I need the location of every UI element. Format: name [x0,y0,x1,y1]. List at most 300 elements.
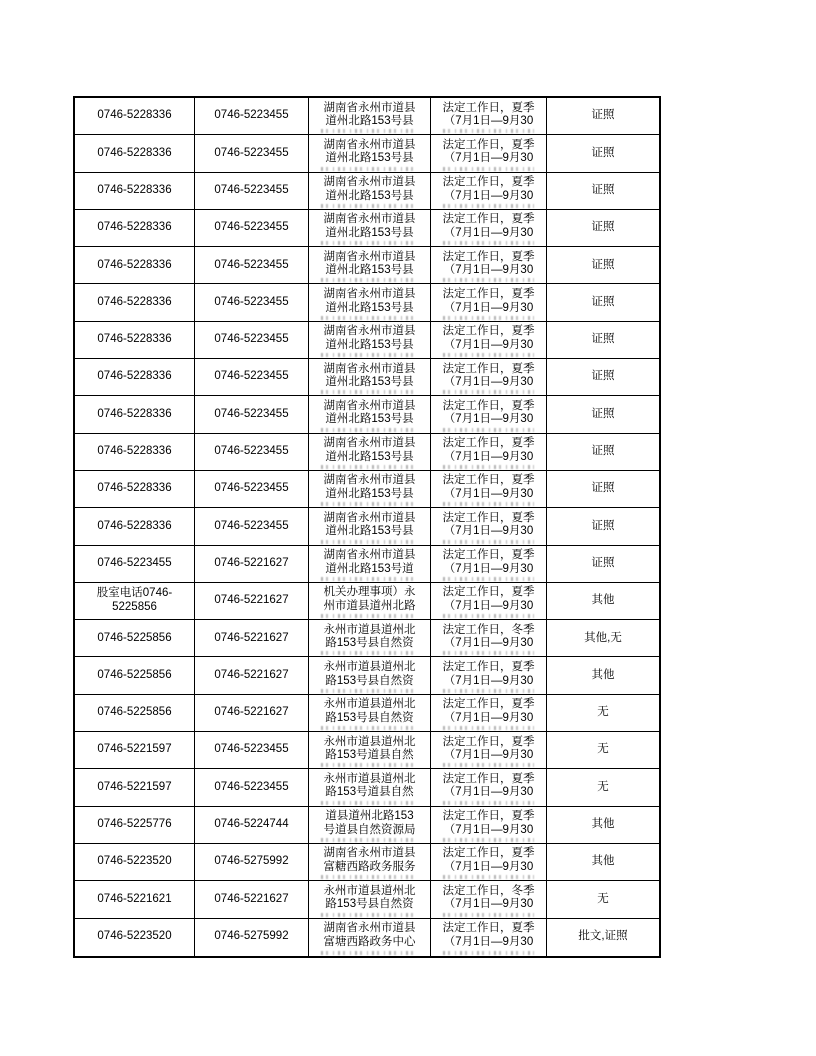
cell-result-category [547,807,659,843]
cell-phone-secondary [195,919,309,956]
cell-result-category-text: 批文,证照 [578,930,628,943]
table-row [75,359,659,396]
clipped-text-line [321,204,418,208]
cell-phone-secondary-text: 0746-5223455 [214,146,289,159]
cell-result-category-text: 其他 [591,668,615,681]
cell-phone-secondary [195,135,309,171]
clipped-text-line [443,167,534,171]
cell-result-category-text: 证照 [591,519,615,532]
clipped-text-line [443,465,534,469]
cell-result-category [547,434,659,470]
cell-phone-secondary-text: 0746-5275992 [214,930,289,943]
cell-phone-primary [75,508,195,544]
clipped-text-line [321,614,418,618]
cell-address [309,210,431,246]
cell-phone-primary-text: 0746-5228336 [97,295,172,308]
cell-office-hours [431,583,547,619]
cell-office-hours [431,247,547,283]
cell-phone-secondary-text: 0746-5223455 [214,370,289,383]
cell-phone-secondary [195,546,309,582]
clipped-text-line [321,913,418,917]
cell-address-line: 富塘西路政务中心 [323,935,416,948]
cell-result-category [547,284,659,320]
clipped-text-line [321,801,418,805]
cell-phone-primary-text: 0746-5223520 [97,855,172,868]
cell-office-hours [431,769,547,805]
clipped-text-line [443,353,534,357]
clipped-text-line [321,129,418,133]
cell-office-hours [431,695,547,731]
cell-office-hours [431,396,547,432]
cell-phone-primary-text: 股室电话0746-5225856 [96,587,173,613]
cell-phone-primary [75,322,195,358]
contact-table [73,96,661,958]
cell-phone-primary [75,844,195,880]
cell-address [309,434,431,470]
cell-phone-primary [75,769,195,805]
cell-phone-secondary [195,322,309,358]
cell-address-line: 湖南省永州市道县 [323,474,416,487]
cell-phone-secondary-text: 0746-5223455 [214,295,289,308]
cell-phone-secondary [195,732,309,768]
cell-phone-primary-text: 0746-5228336 [97,370,172,383]
cell-phone-primary [75,210,195,246]
cell-office-hours-line: （7月1日—9月30 [443,599,534,612]
cell-address [309,508,431,544]
table-row [75,732,659,769]
cell-address-line: 湖南省永州市道县 [323,362,416,375]
cell-result-category-text: 其他 [591,594,615,607]
cell-address-line: 路153号道县自然 [325,786,414,799]
cell-office-hours-line: （7月1日—9月30 [443,749,534,762]
cell-address-line: 永州市道县道州北 [323,698,416,711]
clipped-text-line [443,689,534,693]
cell-office-hours-line: （7月1日—9月30 [443,152,534,165]
cell-address-line: 路153号道县自然 [325,749,414,762]
cell-phone-primary [75,732,195,768]
clipped-text-line [321,875,418,879]
cell-phone-secondary-text: 0746-5223455 [214,519,289,532]
cell-office-hours-line: 法定工作日，夏季 [442,325,535,338]
table-row [75,210,659,247]
cell-address-line: 道州北路153号县 [325,264,414,277]
cell-result-category-text: 证照 [591,295,615,308]
cell-phone-primary-text: 0746-5225776 [97,817,172,830]
cell-phone-primary [75,396,195,432]
cell-address [309,247,431,283]
clipped-text-line [443,763,534,767]
cell-address [309,769,431,805]
cell-office-hours [431,881,547,917]
clipped-text-line [321,689,418,693]
cell-office-hours-line: （7月1日—9月30 [443,189,534,202]
cell-address [309,359,431,395]
cell-office-hours-line: 法定工作日，夏季 [442,772,535,785]
cell-phone-primary-text: 0746-5228336 [97,258,172,271]
cell-address-line: 湖南省永州市道县 [323,213,416,226]
clipped-text-line [443,875,534,879]
cell-office-hours [431,471,547,507]
cell-phone-primary-text: 0746-5223455 [97,556,172,569]
cell-address [309,322,431,358]
cell-result-category-text: 证照 [591,370,615,383]
clipped-text-line [321,316,418,320]
cell-phone-secondary [195,359,309,395]
cell-address-line: 湖南省永州市道县 [323,176,416,189]
cell-address-line: 湖南省永州市道县 [323,325,416,338]
cell-result-category [547,695,659,731]
cell-phone-primary [75,583,195,619]
cell-phone-primary [75,881,195,917]
cell-result-category-text: 证照 [591,258,615,271]
cell-address [309,135,431,171]
cell-phone-primary [75,434,195,470]
cell-phone-secondary [195,210,309,246]
cell-office-hours-line: （7月1日—9月30 [443,637,534,650]
cell-phone-secondary [195,807,309,843]
cell-result-category [547,359,659,395]
cell-phone-primary [75,546,195,582]
cell-address [309,807,431,843]
cell-result-category [547,844,659,880]
cell-result-category [547,471,659,507]
cell-office-hours-line: 法定工作日，夏季 [442,922,535,935]
clipped-text-line [443,428,534,432]
cell-address [309,657,431,693]
cell-result-category-text: 证照 [591,221,615,234]
table-row [75,284,659,321]
cell-office-hours-line: （7月1日—9月30 [443,301,534,314]
cell-address [309,919,431,956]
cell-phone-primary [75,359,195,395]
cell-office-hours [431,135,547,171]
cell-result-category [547,620,659,656]
cell-address [309,98,431,134]
cell-result-category-text: 无 [597,780,609,793]
cell-office-hours-line: （7月1日—9月30 [443,823,534,836]
cell-phone-primary-text: 0746-5225856 [97,706,172,719]
cell-address-line: 路153号县自然资 [325,898,414,911]
clipped-text-line [443,241,534,245]
cell-phone-primary-text: 0746-5225856 [97,668,172,681]
cell-office-hours-line: （7月1日—9月30 [443,711,534,724]
cell-phone-primary-text: 0746-5228336 [97,109,172,122]
cell-phone-primary-text: 0746-5221621 [97,892,172,905]
cell-phone-secondary [195,98,309,134]
cell-phone-secondary [195,620,309,656]
cell-result-category [547,583,659,619]
cell-phone-secondary-text: 0746-5223455 [214,109,289,122]
cell-phone-primary [75,98,195,134]
cell-phone-secondary [195,881,309,917]
cell-address-line: 道县道州北路153 [325,810,414,823]
cell-office-hours-line: （7月1日—9月30 [443,413,534,426]
clipped-text-line [321,951,418,955]
cell-address-line: 富糖西路政务服务 [323,861,416,874]
cell-result-category [547,98,659,134]
cell-address-line: 道州北路153号县 [325,301,414,314]
clipped-text-line [321,167,418,171]
cell-address [309,844,431,880]
cell-phone-primary [75,807,195,843]
cell-address-line: 永州市道县道州北 [323,660,416,673]
cell-address-line: 道州北路153号县 [325,376,414,389]
cell-phone-secondary [195,173,309,209]
cell-address-line: 永州市道县道州北 [323,735,416,748]
cell-phone-primary [75,620,195,656]
cell-phone-secondary [195,396,309,432]
clipped-text-line [443,726,534,730]
clipped-text-line [443,577,534,581]
cell-office-hours-line: 法定工作日，夏季 [442,810,535,823]
cell-office-hours [431,210,547,246]
cell-phone-secondary-text: 0746-5223455 [214,333,289,346]
table-row [75,919,659,956]
cell-phone-secondary-text: 0746-5223455 [214,221,289,234]
cell-address [309,471,431,507]
cell-address [309,583,431,619]
clipped-text-line [321,651,418,655]
cell-result-category-text: 证照 [591,146,615,159]
cell-phone-secondary-text: 0746-5223455 [214,407,289,420]
cell-office-hours-line: 法定工作日，夏季 [442,549,535,562]
cell-address-line: 湖南省永州市道县 [323,437,416,450]
cell-result-category [547,732,659,768]
cell-office-hours [431,359,547,395]
cell-address [309,173,431,209]
cell-office-hours-line: （7月1日—9月30 [443,226,534,239]
cell-office-hours [431,919,547,956]
cell-office-hours-line: 法定工作日，冬季 [442,884,535,897]
cell-phone-primary [75,173,195,209]
clipped-text-line [443,614,534,618]
cell-result-category-text: 证照 [591,407,615,420]
cell-phone-primary-text: 0746-5228336 [97,221,172,234]
cell-address-line: 路153号县自然资 [325,637,414,650]
cell-phone-secondary [195,769,309,805]
cell-office-hours-line: 法定工作日，夏季 [442,250,535,263]
cell-result-category [547,396,659,432]
cell-address-line: 湖南省永州市道县 [323,549,416,562]
cell-office-hours-line: 法定工作日，夏季 [442,847,535,860]
cell-office-hours-line: （7月1日—9月30 [443,898,534,911]
clipped-text-line [443,913,534,917]
cell-office-hours-line: 法定工作日，夏季 [442,586,535,599]
clipped-text-line [443,502,534,506]
cell-phone-secondary [195,284,309,320]
cell-office-hours-line: 法定工作日，夏季 [442,511,535,524]
table-row [75,807,659,844]
cell-address [309,396,431,432]
cell-office-hours [431,284,547,320]
cell-address-line: 道州北路153号县 [325,189,414,202]
cell-phone-primary [75,471,195,507]
cell-result-category [547,881,659,917]
cell-office-hours [431,657,547,693]
cell-result-category [547,210,659,246]
cell-office-hours-line: （7月1日—9月30 [443,488,534,501]
cell-address-line: 道州北路153号县 [325,226,414,239]
clipped-text-line [321,390,418,394]
cell-phone-secondary-text: 0746-5223455 [214,482,289,495]
cell-phone-secondary [195,695,309,731]
clipped-text-line [443,540,534,544]
cell-phone-primary [75,919,195,956]
cell-office-hours-line: 法定工作日，夏季 [442,101,535,114]
clipped-text-line [321,465,418,469]
cell-result-category [547,657,659,693]
clipped-text-line [321,502,418,506]
cell-office-hours-line: 法定工作日，夏季 [442,287,535,300]
cell-office-hours-line: 法定工作日，夏季 [442,437,535,450]
cell-address-line: 道州北路153号县 [325,115,414,128]
cell-address-line: 湖南省永州市道县 [323,399,416,412]
cell-phone-secondary-text: 0746-5223455 [214,183,289,196]
cell-result-category-text: 其他,无 [584,631,622,644]
clipped-text-line [321,353,418,357]
cell-result-category-text: 无 [597,743,609,756]
cell-office-hours-line: 法定工作日，夏季 [442,660,535,673]
cell-office-hours-line: （7月1日—9月30 [443,786,534,799]
table-row [75,173,659,210]
table-row [75,620,659,657]
cell-phone-secondary-text: 0746-5221627 [214,706,289,719]
cell-phone-primary-text: 0746-5225856 [97,631,172,644]
cell-office-hours [431,322,547,358]
cell-office-hours-line: 法定工作日，夏季 [442,735,535,748]
cell-address-line: 道州北路153号县 [325,152,414,165]
cell-address [309,732,431,768]
cell-result-category-text: 证照 [591,109,615,122]
cell-office-hours [431,546,547,582]
clipped-text-line [321,278,418,282]
table-row [75,657,659,694]
cell-result-category [547,322,659,358]
clipped-text-line [443,278,534,282]
cell-phone-primary [75,695,195,731]
cell-office-hours-line: （7月1日—9月30 [443,861,534,874]
cell-result-category-text: 证照 [591,183,615,196]
cell-phone-primary-text: 0746-5228336 [97,519,172,532]
cell-phone-secondary [195,657,309,693]
cell-phone-secondary [195,434,309,470]
cell-office-hours [431,807,547,843]
clipped-text-line [321,726,418,730]
cell-office-hours-line: 法定工作日，夏季 [442,138,535,151]
cell-phone-secondary [195,471,309,507]
clipped-text-line [443,801,534,805]
cell-phone-secondary-text: 0746-5223455 [214,258,289,271]
cell-phone-secondary-text: 0746-5221627 [214,892,289,905]
cell-phone-secondary [195,583,309,619]
cell-result-category [547,508,659,544]
cell-result-category [547,769,659,805]
cell-phone-primary [75,135,195,171]
cell-phone-primary-text: 0746-5221597 [97,780,172,793]
cell-phone-secondary-text: 0746-5221627 [214,668,289,681]
table-row [75,881,659,918]
cell-result-category-text: 无 [597,706,609,719]
cell-office-hours [431,98,547,134]
clipped-text-line [443,390,534,394]
table-row [75,247,659,284]
cell-address-line: 号道县自然资源局 [323,823,416,836]
cell-address-line: 湖南省永州市道县 [323,287,416,300]
cell-address-line: 湖南省永州市道县 [323,922,416,935]
table-row [75,695,659,732]
cell-office-hours-line: （7月1日—9月30 [443,115,534,128]
cell-result-category-text: 无 [597,892,609,905]
cell-phone-primary-text: 0746-5228336 [97,445,172,458]
clipped-text-line [321,577,418,581]
cell-office-hours-line: 法定工作日，冬季 [442,623,535,636]
cell-phone-primary [75,247,195,283]
cell-address-line: 州市道县道州北路 [323,599,416,612]
table-row [75,844,659,881]
cell-office-hours-line: （7月1日—9月30 [443,674,534,687]
cell-address-line: 湖南省永州市道县 [323,250,416,263]
cell-result-category-text: 证照 [591,445,615,458]
cell-office-hours-line: （7月1日—9月30 [443,562,534,575]
clipped-text-line [443,951,534,955]
cell-office-hours-line: 法定工作日，夏季 [442,698,535,711]
cell-office-hours-line: 法定工作日，夏季 [442,176,535,189]
cell-address [309,695,431,731]
cell-phone-secondary-text: 0746-5223455 [214,445,289,458]
cell-phone-secondary [195,247,309,283]
cell-phone-primary-text: 0746-5228336 [97,482,172,495]
cell-address [309,620,431,656]
cell-office-hours-line: （7月1日—9月30 [443,338,534,351]
cell-office-hours-line: （7月1日—9月30 [443,525,534,538]
clipped-text-line [321,763,418,767]
cell-result-category-text: 证照 [591,482,615,495]
cell-address [309,546,431,582]
table-row [75,396,659,433]
cell-office-hours [431,844,547,880]
table-row [75,546,659,583]
cell-address-line: 道州北路153号县 [325,450,414,463]
clipped-text-line [443,129,534,133]
clipped-text-line [443,651,534,655]
cell-office-hours [431,173,547,209]
cell-phone-primary-text: 0746-5221597 [97,743,172,756]
cell-result-category-text: 证照 [591,556,615,569]
clipped-text-line [321,428,418,432]
cell-phone-secondary-text: 0746-5221627 [214,556,289,569]
cell-address-line: 永州市道县道州北 [323,623,416,636]
cell-address-line: 湖南省永州市道县 [323,847,416,860]
cell-result-category [547,546,659,582]
clipped-text-line [443,316,534,320]
cell-address-line: 道州北路153号县 [325,338,414,351]
cell-phone-secondary [195,508,309,544]
clipped-text-line [321,241,418,245]
cell-office-hours [431,620,547,656]
clipped-text-line [443,838,534,842]
cell-address-line: 永州市道县道州北 [323,884,416,897]
cell-address-line: 路153号县自然资 [325,711,414,724]
cell-result-category [547,135,659,171]
cell-phone-primary-text: 0746-5223520 [97,930,172,943]
cell-phone-secondary-text: 0746-5221627 [214,594,289,607]
cell-phone-primary-text: 0746-5228336 [97,407,172,420]
clipped-text-line [443,204,534,208]
cell-result-category-text: 证照 [591,333,615,346]
cell-office-hours [431,434,547,470]
table-row [75,769,659,806]
cell-phone-secondary-text: 0746-5223455 [214,780,289,793]
